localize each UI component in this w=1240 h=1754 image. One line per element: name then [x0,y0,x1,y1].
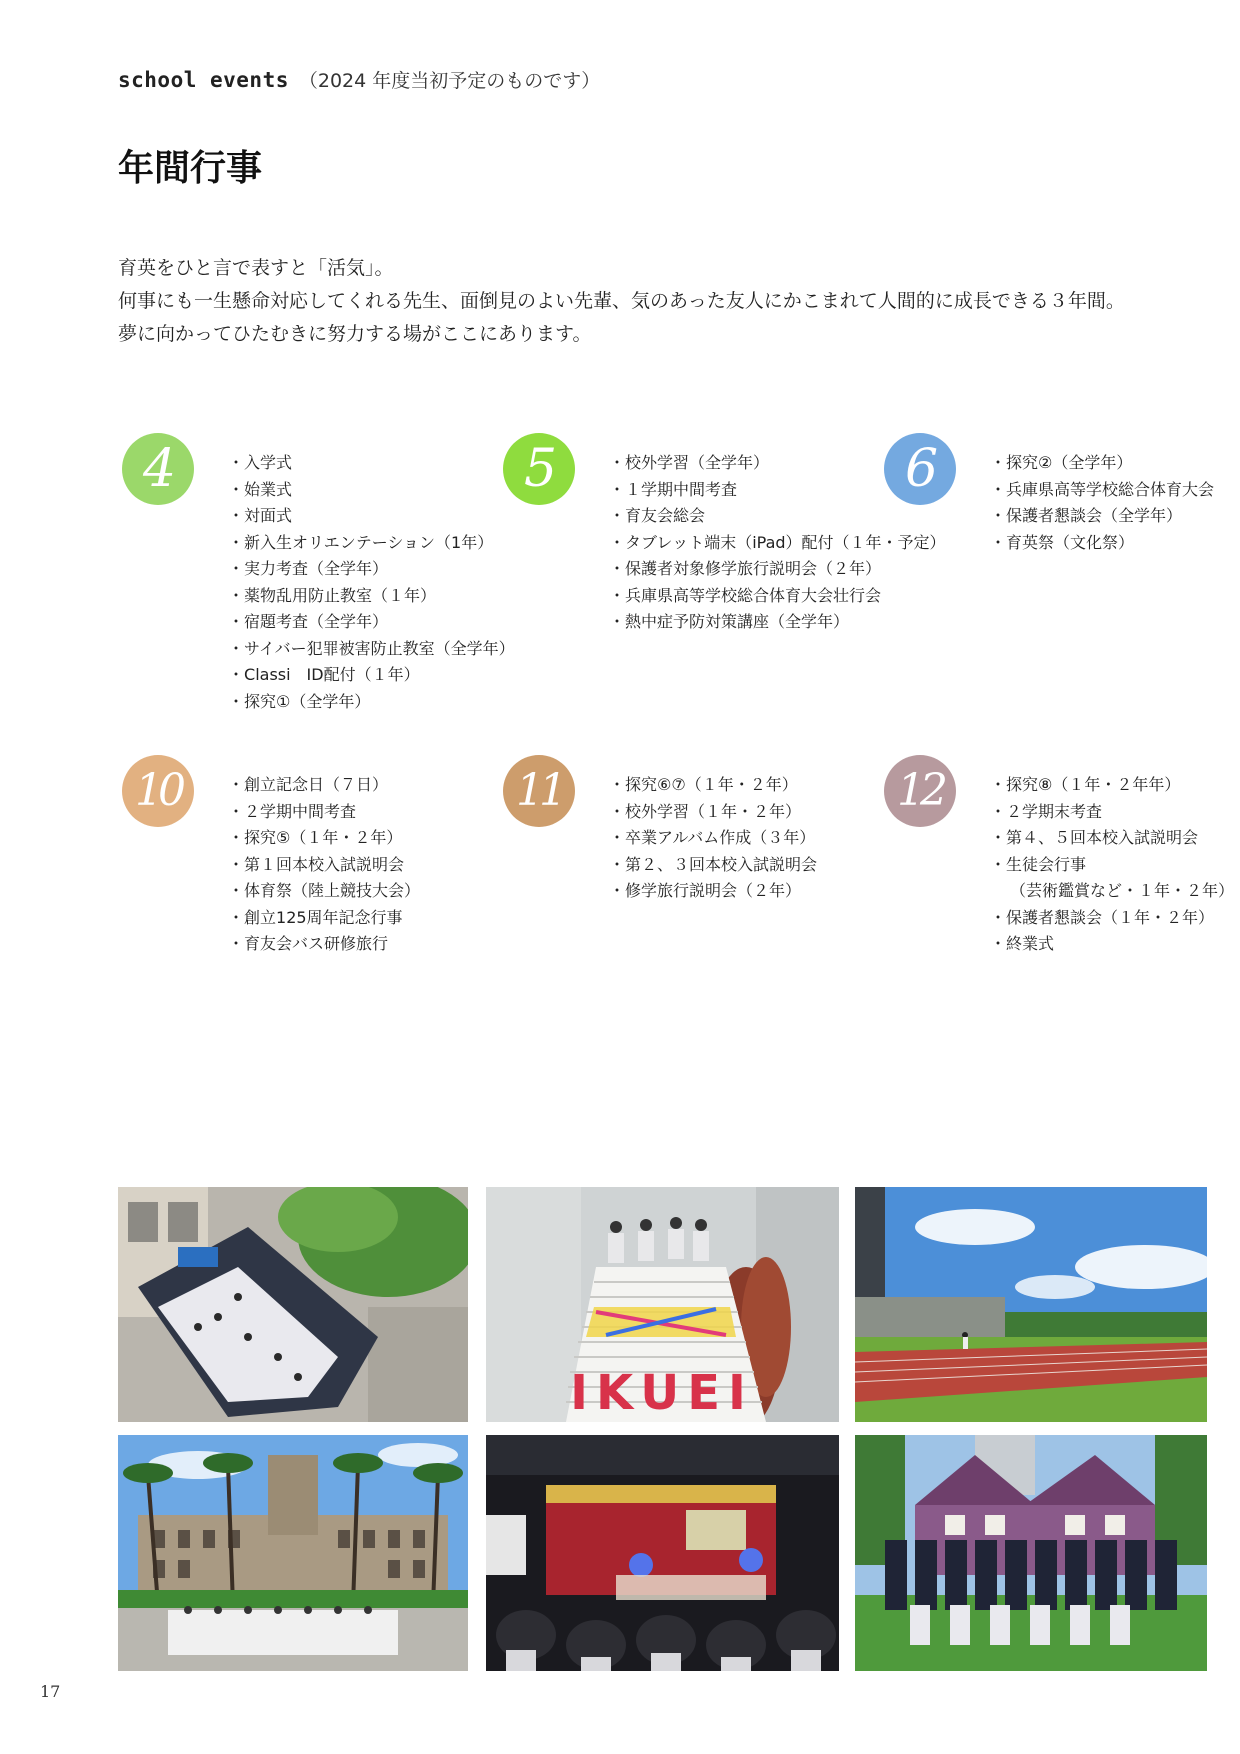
event-list [228,772,420,958]
photo-stage-performance [486,1435,839,1671]
event-item: ・ 創立125周年記念行事 [228,905,420,932]
event-item: ・ タブレット端末（iPad）配付（１年・予定） [609,530,946,557]
event-item: ・ 育英祭（文化祭） [990,530,1214,557]
event-item: ・ 終業式 [990,931,1234,958]
event-item: ・ 熱中症予防対策講座（全学年） [609,609,946,636]
event-item: ・ 対面式 [228,503,515,530]
event-item: ・ 校外学習（１年・２年） [609,799,817,826]
event-item: ・ 育友会バス研修旅行 [228,931,420,958]
photo-palace-group [118,1435,468,1671]
event-item: ・ 育友会総会 [609,503,946,530]
event-item: ・ 宿題考査（全学年） [228,609,515,636]
event-item: ・ 第２、３回本校入試説明会 [609,852,817,879]
month-badge: 5 [503,433,575,505]
event-list [228,450,515,715]
event-item: ・ 入学式 [228,450,515,477]
page-title: 年間行事 [118,148,263,189]
event-item: ・ 探究②（全学年） [990,450,1214,477]
header-line [118,66,600,93]
event-item: ・ 探究①（全学年） [228,689,515,716]
event-item: ・ ２学期末考査 [990,799,1234,826]
event-item: ・ Classi ID配付（１年） [228,662,515,689]
banner-text: IKUEI [570,1365,754,1421]
event-item: ・ 修学旅行説明会（２年） [609,878,817,905]
event-item: ・ 第４、５回本校入試説明会 [990,825,1234,852]
month-badge: 10 [122,755,194,827]
section-label-en: school events [118,68,289,92]
event-item: ・ 体育祭（陸上競技大会） [228,878,420,905]
event-item: ・ 薬物乱用防止教室（１年） [228,583,515,610]
event-item: ・ 探究⑧（１年・２年年） [990,772,1234,799]
event-item: ・ 保護者懇談会（全学年） [990,503,1214,530]
event-list [990,772,1234,958]
header-note: （2024 年度当初予定のものです） [298,70,601,92]
event-item: ・ 生徒会行事 [990,852,1234,879]
photo-ikuei-stairs [486,1187,839,1422]
intro-text [118,252,1228,351]
month-badge: 12 [884,755,956,827]
month-badge: 11 [503,755,575,827]
event-item-continuation: （芸術鑑賞など・１年・２年） [1010,881,1235,900]
photo-house-group [855,1435,1207,1671]
event-item: ・ サイバー犯罪被害防止教室（全学年） [228,636,515,663]
event-item: ・ 実力考査（全学年） [228,556,515,583]
event-list [990,450,1214,556]
event-item: ・ ２学期中間考査 [228,799,420,826]
event-list [609,772,817,905]
event-item: ・ 校外学習（全学年） [609,450,946,477]
month-badge: 4 [122,433,194,505]
photo-group-courtyard [118,1187,468,1422]
event-item: ・ 保護者懇談会（１年・２年） [990,905,1234,932]
event-item: ・ １学期中間考査 [609,477,946,504]
intro-line: 何事にも一生懸命対応してくれる先生、面倒見のよい先輩、気のあった友人にかこまれて人間的に成長できる３年間。 [118,290,1125,312]
event-item: ・ 新入生オリエンテーション（1年） [228,530,515,557]
event-item: ・ 兵庫県高等学校総合体育大会 [990,477,1214,504]
event-item: ・ 卒業アルバム作成（３年） [609,825,817,852]
intro-line: 育英をひと言で表すと「活気」。 [118,257,394,279]
page-number: 17 [40,1682,61,1701]
month-badge: 6 [884,433,956,505]
event-item: ・ 兵庫県高等学校総合体育大会壮行会 [609,583,946,610]
event-item: ・ 第１回本校入試説明会 [228,852,420,879]
event-item: ・ 創立記念日（７日） [228,772,420,799]
event-item: ・ 始業式 [228,477,515,504]
intro-line: 夢に向かってひたむきに努力する場がここにあります。 [118,323,592,345]
photo-athletic-field [855,1187,1207,1422]
event-item: ・ 探究⑤（１年・２年） [228,825,420,852]
event-item: ・ 探究⑥⑦（１年・２年） [609,772,817,799]
event-item: ・ 保護者対象修学旅行説明会（２年） [609,556,946,583]
